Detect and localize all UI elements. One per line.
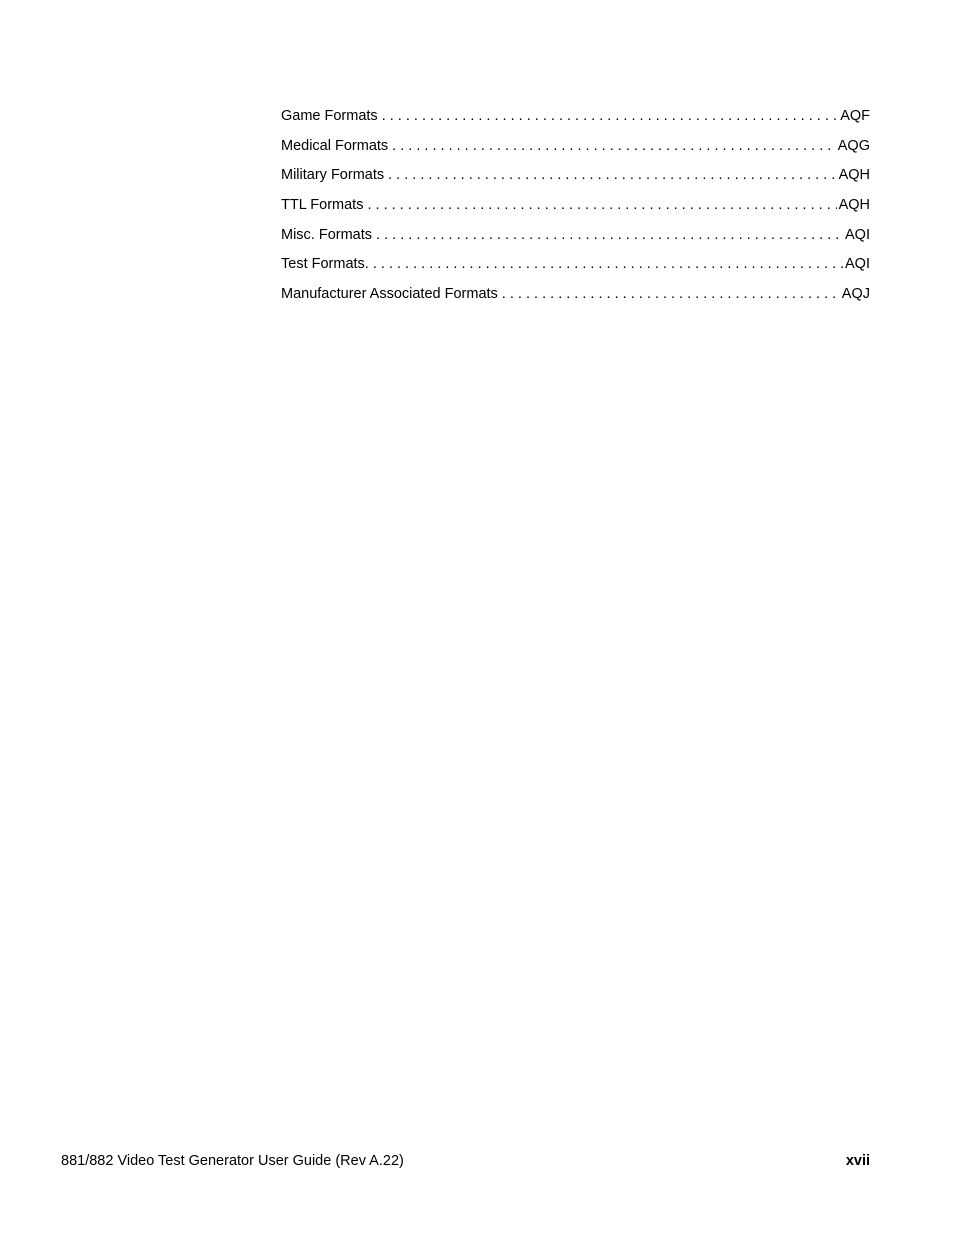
footer-document-title: 881/882 Video Test Generator User Guide (Rev A.22) — [61, 1153, 404, 1169]
toc-entry-ttl-formats[interactable] — [281, 195, 870, 225]
page-footer — [61, 1151, 870, 1171]
toc-entry-page: AQF — [840, 108, 870, 124]
toc-entry-medical-formats[interactable] — [281, 136, 870, 166]
toc-dot-leader — [392, 136, 836, 156]
footer-page-number: xvii — [845, 1153, 870, 1169]
toc-dot-leader — [373, 254, 843, 274]
toc-dot-leader — [376, 225, 843, 245]
toc-entry-title: Medical Formats — [281, 137, 389, 154]
toc-dot-leader — [367, 195, 836, 215]
toc-entry-title: TTL Formats — [281, 197, 364, 214]
toc-entry-page: AQH — [838, 197, 870, 214]
toc-dot-leader — [382, 106, 839, 126]
toc-entry-military-formats[interactable] — [281, 165, 870, 195]
toc-entry-game-formats[interactable] — [281, 106, 870, 136]
toc-entry-page: AQH — [838, 167, 870, 184]
toc-entry-manufacturer-associated-formats[interactable] — [281, 284, 870, 314]
toc-entry-title: Game Formats — [281, 108, 378, 124]
toc-dot-leader — [502, 284, 840, 304]
toc-dot-leader — [388, 165, 836, 185]
toc-entry-test-formats[interactable] — [281, 254, 870, 284]
toc-entry-title: Military Formats — [281, 167, 385, 184]
toc-entry-title: Test Formats. — [281, 256, 369, 273]
toc-entry-misc-formats[interactable] — [281, 225, 870, 255]
table-of-contents — [281, 106, 870, 314]
toc-entry-page: AQI — [845, 256, 870, 273]
toc-entry-page: AQI — [845, 226, 870, 243]
toc-entry-page: AQJ — [841, 286, 870, 303]
toc-entry-page: AQG — [837, 137, 870, 154]
toc-entry-title: Manufacturer Associated Formats — [281, 286, 498, 303]
toc-entry-title: Misc. Formats — [281, 226, 373, 243]
